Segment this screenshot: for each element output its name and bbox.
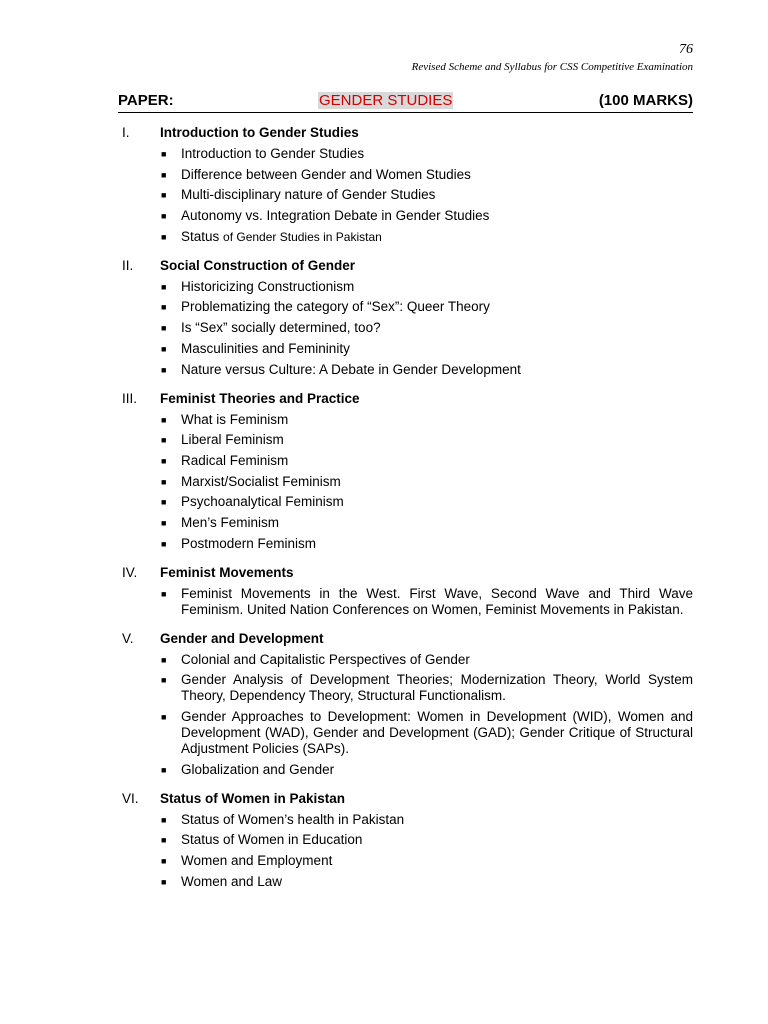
item-text: Men’s Feminism: [181, 514, 280, 530]
bullet-icon: ■: [161, 588, 167, 599]
item-text: Is “Sex” socially determined, too?: [181, 320, 381, 336]
bullet-icon: ■: [161, 302, 167, 313]
list-item: [118, 874, 693, 890]
item-text: [181, 229, 693, 245]
bullet-icon: ■: [161, 764, 167, 775]
list-item: [118, 762, 693, 778]
bullet-icon: ■: [161, 517, 167, 528]
list-item: [118, 341, 693, 357]
section-numeral: VI.: [122, 790, 139, 806]
section-4: [118, 564, 693, 618]
list-item: [118, 536, 693, 552]
list-item: [118, 832, 693, 848]
item-text: Problematizing the category of “Sex”: Queer Theory: [181, 299, 490, 315]
bullet-icon: ■: [161, 455, 167, 466]
list-item: [118, 586, 693, 618]
item-text: Feminist Movements in the West. First Wave, Second Wave and Third Wave Feminism. United Nation Conferences on Women, Feminist Movements in Pakistan.: [181, 585, 693, 617]
item-text: What is Feminism: [181, 411, 289, 427]
bullet-icon: ■: [161, 835, 167, 846]
section-heading: [118, 257, 693, 275]
item-text: Radical Feminism: [181, 452, 289, 468]
bullet-icon: ■: [161, 323, 167, 334]
topic-list: [118, 279, 693, 378]
paper-marks: (100 MARKS): [598, 92, 693, 109]
list-item: [118, 187, 693, 203]
item-text: Gender Approaches to Development: Women in Development (WID), Women and Development (WAD), Gender and Development (GAD); Gender Critique of Structural Adjustment Policies (SAPs).: [181, 709, 693, 756]
list-item: [118, 453, 693, 469]
list-item: [118, 229, 693, 245]
item-text: Difference between Gender and Women Studies: [181, 166, 471, 182]
paper-heading: [118, 92, 693, 113]
item-text: Autonomy vs. Integration Debate in Gender Studies: [181, 208, 490, 224]
bullet-icon: ■: [161, 435, 167, 446]
page-number: 76: [679, 42, 693, 57]
item-text: Introduction to Gender Studies: [181, 146, 365, 161]
list-item: [118, 672, 693, 704]
list-item: [118, 146, 693, 162]
bullet-icon: ■: [161, 211, 167, 222]
topic-list: [118, 412, 693, 552]
item-text-part: Status: [181, 228, 224, 244]
list-item: [118, 812, 693, 828]
bullet-icon: ■: [161, 654, 167, 665]
section-title: Feminist Theories and Practice: [160, 390, 360, 406]
section-numeral: IV.: [122, 564, 138, 580]
running-header: Revised Scheme and Syllabus for CSS Competitive Examination: [411, 61, 693, 73]
list-item: [118, 279, 693, 295]
section-numeral: I.: [122, 125, 130, 140]
bullet-icon: ■: [161, 149, 167, 159]
bullet-icon: ■: [161, 476, 167, 487]
section-title: Gender and Development: [160, 630, 324, 646]
list-item: [118, 362, 693, 378]
topic-list: [118, 812, 693, 890]
bullet-icon: ■: [161, 281, 167, 292]
list-item: [118, 412, 693, 428]
section-heading: [118, 630, 693, 648]
bullet-icon: ■: [161, 364, 167, 375]
bullet-icon: ■: [161, 190, 167, 201]
bullet-icon: ■: [161, 814, 167, 825]
item-text: Gender Analysis of Development Theories; Modernization Theory, World System Theory, Dependency Theory, Structural Functionalism.: [181, 672, 693, 704]
item-text: Historicizing Constructionism: [181, 278, 355, 294]
list-item: [118, 432, 693, 448]
item-text: Women and Employment: [181, 853, 333, 869]
topic-list: [118, 652, 693, 778]
bullet-icon: ■: [161, 231, 167, 242]
bullet-icon: ■: [161, 169, 167, 180]
list-item: [118, 208, 693, 224]
bullet-icon: ■: [161, 497, 167, 508]
list-item: [118, 474, 693, 490]
list-item: [118, 515, 693, 531]
section-2: [118, 257, 693, 378]
item-text: Masculinities and Femininity: [181, 340, 350, 356]
item-text: Colonial and Capitalistic Perspectives of Gender: [181, 651, 470, 667]
list-item: [118, 494, 693, 510]
list-item: [118, 853, 693, 869]
section-title: Feminist Movements: [160, 564, 294, 580]
item-text: Nature versus Culture: A Debate in Gender Development: [181, 361, 521, 377]
section-1: [118, 124, 693, 245]
section-title: Social Construction of Gender: [160, 257, 356, 273]
bullet-icon: ■: [161, 538, 167, 549]
list-item: [118, 167, 693, 183]
section-numeral: V.: [122, 630, 134, 646]
bullet-icon: ■: [161, 856, 167, 867]
section-3: [118, 390, 693, 552]
section-5: [118, 630, 693, 778]
item-text: Psychoanalytical Feminism: [181, 494, 344, 510]
item-text: Liberal Feminism: [181, 432, 284, 448]
topic-list: [118, 586, 693, 618]
list-item: [118, 652, 693, 668]
bullet-icon: ■: [161, 712, 167, 722]
section-heading: [118, 564, 693, 582]
item-text: Multi-disciplinary nature of Gender Studies: [181, 187, 436, 203]
list-item: [118, 299, 693, 315]
item-text: Postmodern Feminism: [181, 535, 317, 551]
syllabus-content: [118, 124, 693, 902]
list-item: [118, 320, 693, 336]
bullet-icon: ■: [161, 675, 167, 686]
list-item: [118, 709, 693, 757]
section-heading: [118, 790, 693, 808]
item-text-part: of Gender Studies in Pakistan: [223, 229, 382, 244]
section-numeral: III.: [122, 390, 138, 406]
item-text: Marxist/Socialist Feminism: [181, 473, 341, 489]
section-6: [118, 790, 693, 890]
paper-label: PAPER:: [118, 92, 174, 109]
section-title: Status of Women in Pakistan: [160, 790, 346, 806]
item-text: Status of Women’s health in Pakistan: [181, 811, 405, 827]
topic-list: [118, 146, 693, 245]
section-numeral: II.: [122, 257, 134, 273]
section-heading: [118, 390, 693, 408]
bullet-icon: ■: [161, 414, 167, 425]
bullet-icon: ■: [161, 876, 167, 887]
item-text: Status of Women in Education: [181, 832, 363, 848]
paper-subject: GENDER STUDIES: [319, 92, 453, 109]
bullet-icon: ■: [161, 343, 167, 354]
section-heading: [118, 124, 693, 142]
item-text: Women and Law: [181, 873, 283, 889]
item-text: Globalization and Gender: [181, 761, 335, 777]
section-title: Introduction to Gender Studies: [160, 125, 359, 140]
